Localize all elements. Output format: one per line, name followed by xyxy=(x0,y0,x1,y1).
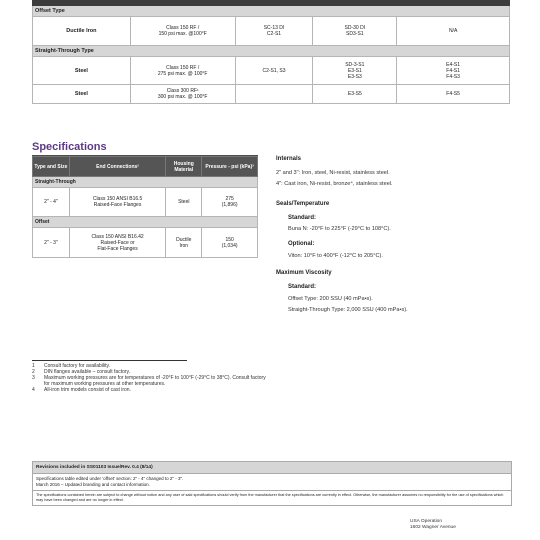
model-code-2-line: E3-S3 xyxy=(347,73,362,80)
footnote xyxy=(32,387,272,393)
footnote-text: Maximum working pressures are for temperatures of -20°F to 100°F (-29°C to 38°C). Consult factory for maximum working pressures at other temperatures. xyxy=(44,375,266,387)
address-line-1: USA Operation xyxy=(410,519,442,524)
spec-end-connections-line: Class 150 ANSI B16.42 xyxy=(91,233,144,240)
table-row xyxy=(33,188,258,217)
model-code-2 xyxy=(313,17,397,46)
seals-optional-text: Viton: 10°F to 400°F (-12°C to 205°C). xyxy=(288,253,383,259)
table-row xyxy=(33,57,510,85)
model-section-label: Offset Type xyxy=(33,6,510,17)
revisions-heading: Revisions included in SS01103 Issue/Rev. 0.4 (8/14) xyxy=(33,462,511,473)
spec-end-connections xyxy=(69,188,166,217)
footnote-text: Consult factory for availability. xyxy=(44,363,111,369)
model-section-row xyxy=(33,6,510,17)
viscosity-line-2: Straight-Through Type: 2,000 SSU (400 mPa•s). xyxy=(288,307,408,313)
spec-housing-material xyxy=(166,228,202,258)
spec-end-connections-line: Raised-Face Flanges xyxy=(93,202,142,208)
address-line-2: 1602 Wagner Avenue xyxy=(410,525,456,530)
spec-end-connections xyxy=(69,228,166,258)
spec-pressure-line: 150 xyxy=(225,236,234,243)
spec-end-connections-line: Class 150 ANSI B16.5 xyxy=(92,196,143,202)
spec-section-row xyxy=(33,177,258,188)
spec-size: 2" - 3" xyxy=(33,228,70,258)
footnote-number: 4 xyxy=(32,387,35,393)
model-code-3-line: F4-S1 xyxy=(446,67,460,74)
revisions-lines xyxy=(33,473,511,490)
model-rating-line: Class 150 RF / xyxy=(166,25,200,31)
model-material: Steel xyxy=(33,57,131,85)
model-section-row xyxy=(33,46,510,57)
model-code-3-line: N/A xyxy=(448,28,458,34)
model-code-2-line: E3-S5 xyxy=(347,91,362,97)
model-code-1-line: C2-S1, S3 xyxy=(262,67,286,74)
model-table xyxy=(32,0,510,104)
model-rating xyxy=(130,17,235,46)
spec-size: 2" - 4" xyxy=(33,188,70,217)
model-code-3-line: E4-S1 xyxy=(446,61,461,68)
model-code-2-line: SD3-S1 xyxy=(346,31,364,37)
revisions-disclaimer: The specifications contained herein are subject to change without notice and any user of said specifications should verify from the manufacturer that the specifications are currently in effect. Otherwise, the manufacturer assumes no responsibility for the use of specifications which may have been changed and are no longer in effect. xyxy=(33,490,511,505)
spec-section-label: Straight-Through xyxy=(33,177,258,188)
revision-line-2: March 2016 – Updated branding and contact information. xyxy=(36,482,150,487)
model-code-3-line: F4-S3 xyxy=(446,73,460,80)
spec-pressure xyxy=(202,188,258,217)
footnote-number: 3 xyxy=(32,375,35,381)
spec-end-connections-line: Flat-Face Flanges xyxy=(97,245,138,252)
specifications-title: Specifications xyxy=(32,141,107,153)
spec-pressure xyxy=(202,228,258,258)
internals-heading: Internals xyxy=(276,156,302,162)
seals-optional-label: Optional: xyxy=(288,241,315,247)
seals-standard-label: Standard: xyxy=(288,215,317,221)
model-section-label: Straight-Through Type xyxy=(33,46,510,57)
model-code-2 xyxy=(313,57,397,85)
footnote-number: 2 xyxy=(32,369,35,375)
spec-pressure-line: (1,034) xyxy=(221,242,238,249)
spec-housing-material-line: Iron xyxy=(179,242,189,249)
internals-line-1: 2" and 3": Iron, steel, Ni-resist, stainless steel. xyxy=(276,170,390,176)
revision-line-1: Specifications table edited under 'offset' section: 2" - 4" changed to 2" - 3". xyxy=(36,476,184,481)
table-row xyxy=(33,17,510,46)
viscosity-heading: Maximum Viscosity xyxy=(276,270,332,276)
model-code-2-line: SD-30 DI xyxy=(344,25,366,31)
spec-end-connections-line: Raised-Face or xyxy=(100,239,135,246)
specifications-table-body xyxy=(33,157,258,258)
spec-header-cell: Type and Size xyxy=(33,157,70,177)
specifications-table xyxy=(32,156,258,258)
table-row xyxy=(33,228,258,258)
model-rating-line: Class 300 RF¹ xyxy=(166,88,199,94)
model-code-2-line: E3-S1 xyxy=(347,67,362,74)
viscosity-line-1: Offset Type: 200 SSU (40 mPa•s). xyxy=(288,296,373,302)
footnote-rule xyxy=(32,360,187,361)
spec-housing-material-line: Ductile xyxy=(176,236,192,243)
address-block xyxy=(410,519,456,531)
spec-header-cell: Housing Material xyxy=(166,157,202,177)
table-row xyxy=(33,85,510,104)
footnote-text: All-iron trim models consist of cast iron. xyxy=(44,387,131,393)
model-table-body xyxy=(33,1,510,104)
model-material: Steel xyxy=(33,85,131,104)
seals-standard-text: Buna N: -20°F to 225°F (-29°C to 108°C). xyxy=(288,226,391,232)
model-code-1 xyxy=(235,85,313,104)
model-rating xyxy=(130,85,235,104)
footnote xyxy=(32,375,272,387)
viscosity-standard-label: Standard: xyxy=(288,284,317,290)
model-code-2 xyxy=(313,85,397,104)
model-code-2-line: SD-3-S1 xyxy=(345,61,365,68)
spec-section-row xyxy=(33,217,258,228)
model-rating-line: 150 psi max. @100°F xyxy=(158,31,207,37)
model-rating xyxy=(130,57,235,85)
revisions-box xyxy=(32,461,512,506)
spec-housing-material xyxy=(166,188,202,217)
model-code-3 xyxy=(397,85,510,104)
spec-pressure-line: (1,896) xyxy=(221,202,238,208)
model-code-1-line: C2-S1 xyxy=(266,31,282,37)
spec-pressure-line: 275 xyxy=(225,196,234,202)
footnote-text: DIN flanges available – consult factory. xyxy=(44,369,131,375)
model-rating-line: 275 psi max. @ 100°F xyxy=(157,70,208,77)
model-code-1 xyxy=(235,17,313,46)
footnote-number: 1 xyxy=(32,363,35,369)
model-code-3 xyxy=(397,57,510,85)
model-material: Ductile Iron xyxy=(33,17,131,46)
spec-header-cell: Pressure - psi (kPa)³ xyxy=(202,157,258,177)
footnotes xyxy=(32,363,272,393)
seals-heading: Seals/Temperature xyxy=(276,201,330,207)
spec-section-label: Offset xyxy=(33,217,258,228)
internals-line-2: 4": Cast iron, Ni-resist, bronze⁴, stainless steel. xyxy=(276,181,393,187)
model-code-1 xyxy=(235,57,313,85)
model-code-3 xyxy=(397,17,510,46)
model-rating-line: Class 150 RF / xyxy=(166,64,200,71)
model-code-3-line: F4-S5 xyxy=(446,91,460,97)
model-code-1-line: SC-13 DI xyxy=(263,25,285,31)
spec-header-row xyxy=(33,157,258,177)
spec-housing-material-line: Steel xyxy=(178,199,190,205)
spec-header-cell: End Connections² xyxy=(69,157,166,177)
model-rating-line: 300 psi max. @ 100°F xyxy=(157,94,208,100)
